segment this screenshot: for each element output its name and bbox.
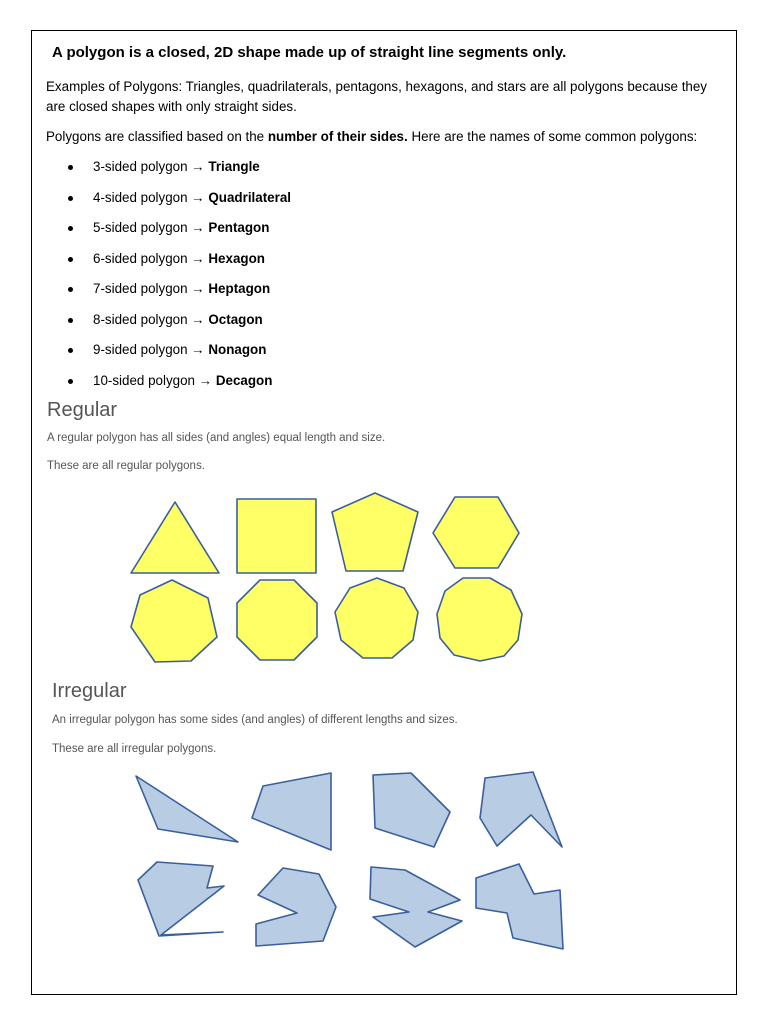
sides-text: 3-sided polygon → [93, 159, 209, 174]
regular-caption: These are all regular polygons. [47, 460, 205, 472]
sides-text: 6-sided polygon → [93, 250, 209, 266]
sides-text: 9-sided polygon → [93, 342, 209, 357]
irregular-pentagon [373, 773, 450, 847]
irregular-description: An irregular polygon has some sides (and angles) of different lengths and sizes. [52, 714, 458, 726]
regular-nonagon [335, 578, 418, 658]
irregular-concave-pentagon [480, 772, 562, 847]
irregular-concave-octagon [370, 867, 462, 947]
irregular-title: Irregular [52, 680, 127, 702]
regular-triangle [131, 502, 219, 573]
irregular-concave-heptagon [256, 868, 336, 946]
sides-text: 8-sided polygon → [93, 311, 209, 327]
regular-decagon [437, 578, 522, 661]
polygon-name: Decagon [215, 372, 273, 388]
page-heading: A polygon is a closed, 2D shape made up of straight line segments only. [52, 44, 567, 61]
irregular-concave-hexagon [138, 862, 224, 936]
irregular-caption: These are all irregular polygons. [52, 743, 217, 755]
classification-bold: number of their sides. [267, 129, 408, 144]
polygon-name: Triangle [208, 159, 260, 174]
examples-paragraph: Examples of Polygons: Triangles, quadrilaterals, pentagons, hexagons, and stars are all polygons because they are closed shapes with only straight sides. [46, 79, 708, 114]
regular-octagon [237, 580, 317, 660]
polygon-name: Pentagon [208, 220, 270, 235]
polygon-name: Octagon [208, 311, 263, 327]
classification-prefix: Polygons are classified based on the [46, 129, 268, 144]
irregular-concave-decagon [476, 864, 563, 949]
polygon-name: Heptagon [208, 281, 271, 296]
regular-pentagon [332, 493, 418, 571]
regular-square [237, 499, 316, 573]
polygon-name: Hexagon [208, 250, 265, 266]
irregular-quadrilateral [252, 773, 331, 850]
regular-polygons [131, 493, 522, 662]
classification-suffix: Here are the names of some common polygons: [407, 129, 698, 144]
sides-text: 4-sided polygon → [93, 189, 209, 205]
regular-heptagon [131, 580, 217, 662]
sides-text: 7-sided polygon → [93, 281, 209, 296]
polygon-name: Nonagon [208, 342, 267, 357]
regular-title: Regular [47, 399, 118, 421]
sides-text: 5-sided polygon → [93, 220, 209, 235]
irregular-triangle [136, 776, 238, 842]
irregular-polygons [136, 772, 563, 949]
sides-text: 10-sided polygon → [93, 372, 216, 388]
regular-hexagon [433, 497, 519, 568]
regular-description: A regular polygon has all sides (and angles) equal length and size. [47, 432, 386, 444]
polygon-name: Quadrilateral [208, 189, 291, 205]
